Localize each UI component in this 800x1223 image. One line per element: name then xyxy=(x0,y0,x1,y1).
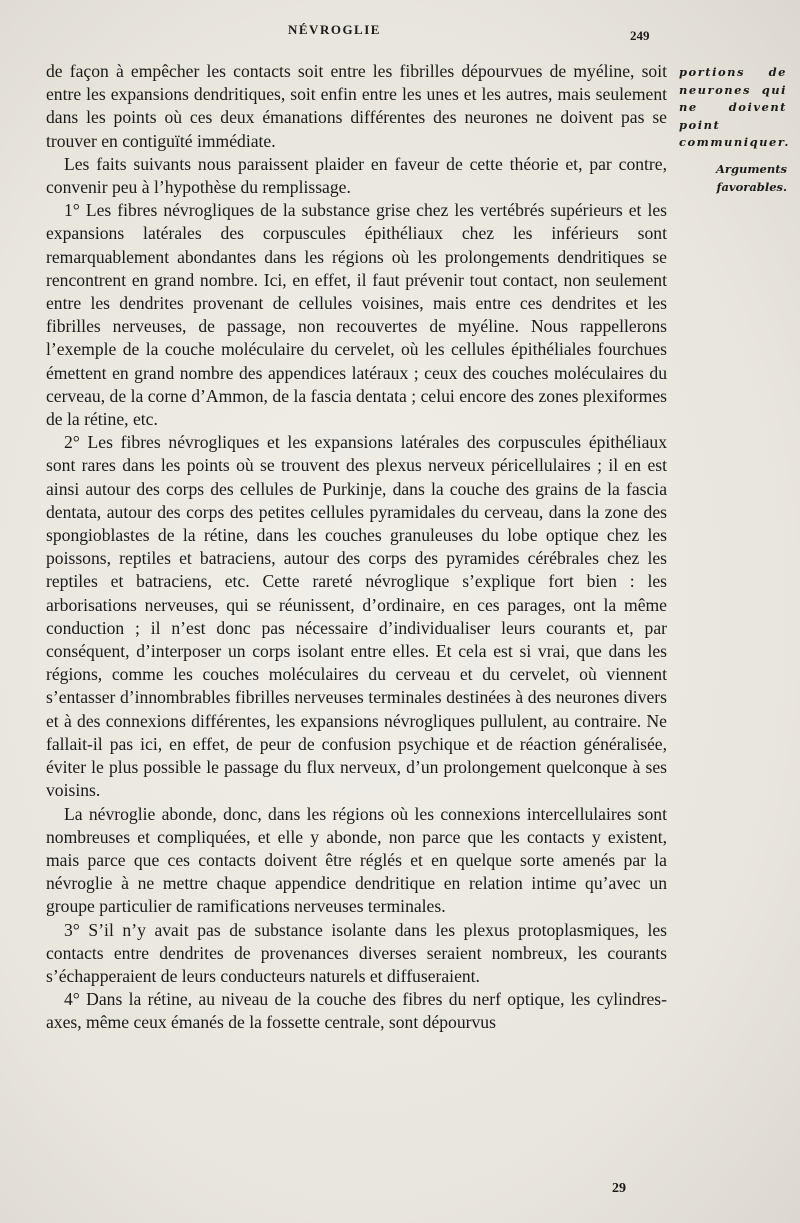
body-text xyxy=(46,60,667,1035)
paragraph-3: 1° Les fibres névrogliques de la substance grise chez les vertébrés supérieurs et les expansions latérales des corpuscules épithéliaux chez les inférieurs sont remarquablement abondantes dans les régions où les prolongements dendritiques se rencontrent en grand nombre. Ici, en effet, il faut prévenir tout contact, non seulement entre les dendrites provenant de cellules voisines, mais entre ces dendrites et les fibrilles nerveuses, de passage, non recouvertes de myéline. Nous rappellerons l’exemple de la couche moléculaire du cervelet, où les cellules épithéliales fourchues émettent en grand nombre des appendices latéraux ; ceux des couches moléculaires du cerveau, de la corne d’Ammon, de la fascia dentata ; celui encore des zones plexiformes de la rétine, etc. xyxy=(46,200,667,430)
paragraph-5: La névroglie abonde, donc, dans les régions où les connexions intercellulaires sont nombreuses et compliquées, et elle y abonde, non parce que les contacts y existent, mais parce que ces contacts doivent être réglés et en quelque sorte amenés par la névroglie à ne mettre chaque appendice dendritique en relation intime qu’avec un groupe particulier de ramifications nerveuses terminales. xyxy=(46,803,667,917)
paragraph-2: Les faits suivants nous paraissent plaider en faveur de cette théorie et, par contre, convenir peu à l’hypothèse du remplissage. xyxy=(46,153,667,198)
running-title: NÉVROGLIE xyxy=(288,22,381,37)
signature-mark: 29 xyxy=(612,1181,626,1196)
paragraph-1: de façon à empêcher les contacts soit entre les fibrilles dépourvues de myéline, soit entre les expansions dendritiques, soit enfin entre les unes et les autres, mais seulement dans les points où ces deux émanations différentes des neurones ne doivent pas se trouver en contiguïté immédiate. xyxy=(46,61,667,151)
margin-note-neurones: portions de neurones qui ne doivent point communiquer. xyxy=(679,65,790,149)
page-number: 249 xyxy=(630,28,650,43)
running-head xyxy=(0,22,800,42)
paragraph-6: 3° S’il n’y avait pas de substance isolante dans les plexus protoplasmiques, les contacts entre dendrites de provenances diverses seraient nombreux, les courants s’échapperaient de leurs conducteurs naturels et diffuseraient. xyxy=(46,919,667,986)
paragraph-7: 4° Dans la rétine, au niveau de la couche des fibres du nerf optique, les cylindres-axes, même ceux émanés de la fossette centrale, sont dépourvus xyxy=(46,989,667,1033)
margin-note-arguments: Arguments favorables. xyxy=(715,162,787,194)
paragraph-4: 2° Les fibres névrogliques et les expansions latérales des corpuscules épithéliaux sont rares dans les points où se trouvent des plexus nerveux péricellulaires ; il en est ainsi autour des corps des cellules de Purkinje, dans la couche des grains de la fascia dentata, autour des corps des petites cellules pyramidales du cerveau, dans la zone des spongioblastes de la rétine, dans les couches granuleuses du lobe optique chez les poissons, reptiles et batraciens, autour des corps des pyramides cérébrales chez les reptiles et batraciens, etc. Cette rareté névroglique s’explique fort bien : les arborisations nerveuses, qui se réunissent, d’ordinaire, en ces parages, ont la même conduction ; il n’est donc pas nécessaire d’individualiser leurs courants et, par conséquent, d’interposer un corps isolant entre elles. Et cela est si vrai, que dans les régions, comme les couches moléculaires du cerveau et du cervelet, où viennent s’entasser d’innombrables fibrilles nerveuses terminales destinées à des neurones divers et à des connexions différentes, les expansions névrogliques pullulent, au contraire. Ne fallait-il pas ici, en effet, de peur de confusion psychique et de réaction généralisée, éviter le plus possible le passage du flux nerveux, d’un prolongement quelconque à ses voisins. xyxy=(46,432,667,801)
